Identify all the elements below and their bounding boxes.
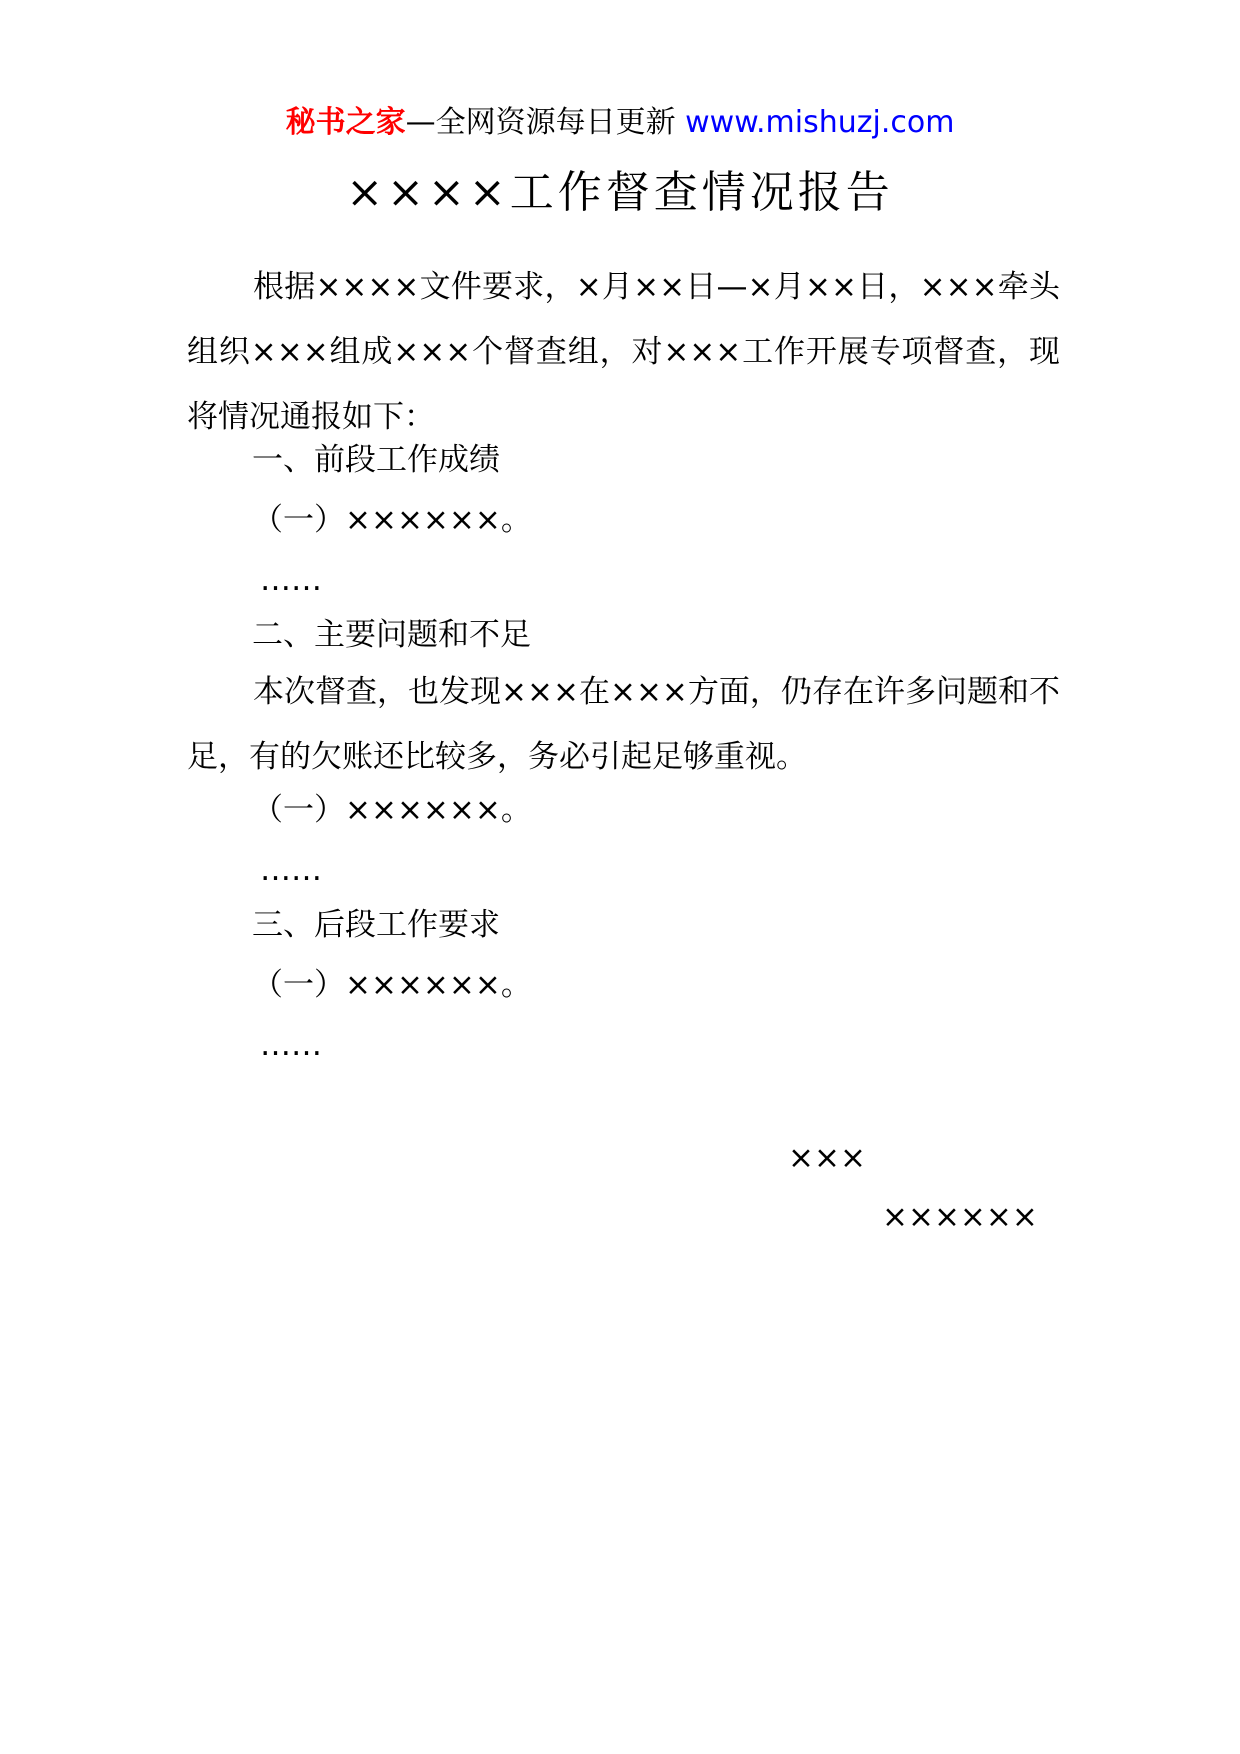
intro-paragraph-block (187, 255, 1060, 450)
banner-tagline: —全网资源每日更新 (405, 105, 686, 140)
site-url-link[interactable]: www.mishuzj.com (685, 105, 955, 140)
section3-item: （一）××××××。 (252, 967, 532, 1003)
section2-paragraph-block (187, 660, 1060, 790)
brand-name: 秘书之家 (285, 105, 406, 140)
document-title: ××××工作督查情况报告 (346, 167, 894, 218)
section2-item: （一）××××××。 (252, 792, 532, 828)
section1-item: （一）××××××。 (252, 502, 532, 538)
section3-ellipsis: …… (260, 1027, 322, 1063)
site-banner (0, 100, 1240, 146)
intro-paragraph: 根据××××文件要求，×月××日—×月××日，×××牵头组织×××组成×××个督查组，对×××工作开展专项督查，现将情况通报如下： (187, 269, 1060, 435)
section1-ellipsis: …… (260, 562, 322, 598)
section3-heading: 三、后段工作要求 (252, 907, 500, 943)
signature-org: ××× (788, 1140, 866, 1176)
section2-paragraph: 本次督查，也发现×××在×××方面，仍存在许多问题和不足，有的欠账还比较多，务必引起足够重视。 (187, 674, 1060, 775)
section1-heading: 一、前段工作成绩 (252, 442, 500, 478)
section2-ellipsis: …… (260, 852, 322, 888)
section2-heading: 二、主要问题和不足 (252, 617, 531, 653)
signature-date: ×××××× (882, 1199, 1038, 1235)
